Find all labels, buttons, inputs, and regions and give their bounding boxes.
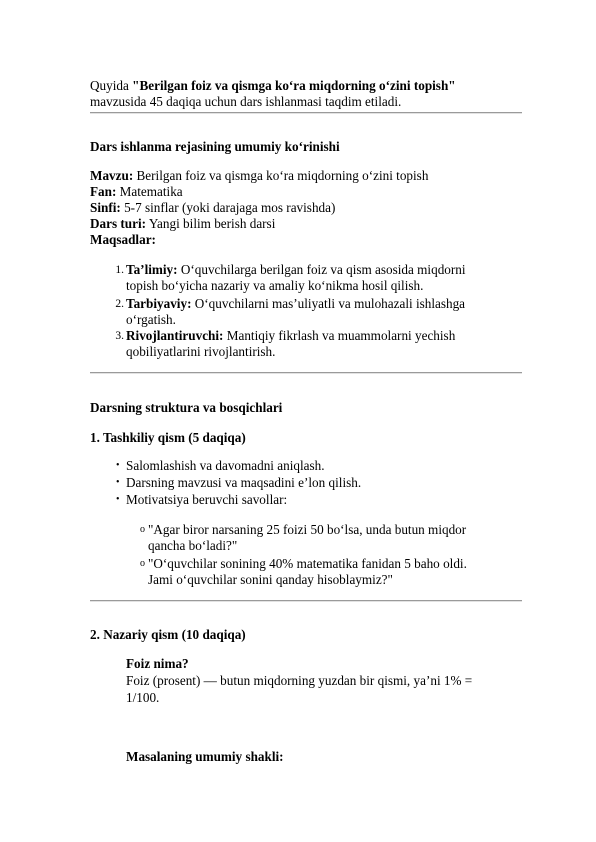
- structure-heading: Darsning struktura va bosqichlari: [90, 400, 283, 415]
- divider: [90, 372, 522, 374]
- foiz-definition-line-1: Foiz (prosent) — butun miqdorning yuzdan bir qismi, ya’ni 1% =: [126, 673, 473, 688]
- list-item: 3. Rivojlantiruvchi: Mantiqiy fikrlash va muammolarni yechish qobiliyatlarini rivojlantirish.: [90, 328, 522, 362]
- list-item: • Motivatsiya beruvchi savollar:: [116, 492, 288, 507]
- field-dars-turi: Dars turi: Yangi bilim berish darsi: [90, 216, 276, 231]
- intro-topic: "Berilgan foiz va qismga ko‘ra miqdorning o‘zini topish": [132, 78, 456, 93]
- field-sinfi: Sinfi: 5-7 sinflar (yoki darajaga mos ravishda): [90, 200, 336, 215]
- bullet-icon: •: [116, 494, 120, 505]
- intro-line-1: [90, 78, 522, 94]
- general-form-heading: Masalaning umumiy shakli:: [126, 749, 284, 764]
- overview-heading: Dars ishlanma rejasining umumiy ko‘rinishi: [90, 139, 340, 154]
- circle-bullet-icon: o: [140, 558, 145, 569]
- list-item: • Salomlashish va davomadni aniqlash.: [116, 458, 325, 473]
- list-item: 1. Ta’limiy: O‘quvchilarga berilgan foiz va qism asosida miqdorni topish bo‘yicha nazariy va amaliy ko‘nikma hosil qilish.: [90, 262, 522, 296]
- divider: [90, 600, 522, 602]
- list-number: 2.: [115, 298, 124, 310]
- part2-heading: 2. Nazariy qism (10 daqiqa): [90, 627, 246, 642]
- bullet-icon: •: [116, 460, 120, 471]
- list-number: 3.: [115, 330, 124, 342]
- list-item: • Darsning mavzusi va maqsadini e’lon qilish.: [116, 475, 362, 490]
- intro-prefix: Quyida: [90, 78, 133, 93]
- sub-list-item: o "Agar biror narsaning 25 foizi 50 bo‘lsa, unda butun miqdor qancha bo‘ladi?": [140, 522, 467, 553]
- circle-bullet-icon: o: [140, 524, 145, 535]
- part1-heading: 1. Tashkiliy qism (5 daqiqa): [90, 430, 246, 445]
- list-item: 2. Tarbiyaviy: O‘quvchilarni mas’uliyatli va mulohazali ishlashga o‘rgatish.: [90, 296, 522, 330]
- divider: [90, 112, 522, 114]
- list-number: 1.: [115, 264, 124, 276]
- foiz-question: Foiz nima?: [126, 656, 189, 671]
- field-fan: Fan: Matematika: [90, 184, 183, 199]
- bullet-icon: •: [116, 477, 120, 488]
- intro-line-2: mavzusida 45 daqiqa uchun dars ishlanmasi taqdim etiladi.: [90, 94, 402, 109]
- sub-list-item: o "O‘quvchilar sonining 40% matematika fanidan 5 baho oldi. Jami o‘quvchilar sonini qanday hisoblaymiz?": [140, 556, 467, 587]
- field-mavzu: Mavzu: Berilgan foiz va qismga ko‘ra miqdorning o‘zini topish: [90, 168, 429, 183]
- field-maqsadlar: Maqsadlar:: [90, 232, 156, 247]
- foiz-definition-line-2: 1/100.: [126, 690, 160, 705]
